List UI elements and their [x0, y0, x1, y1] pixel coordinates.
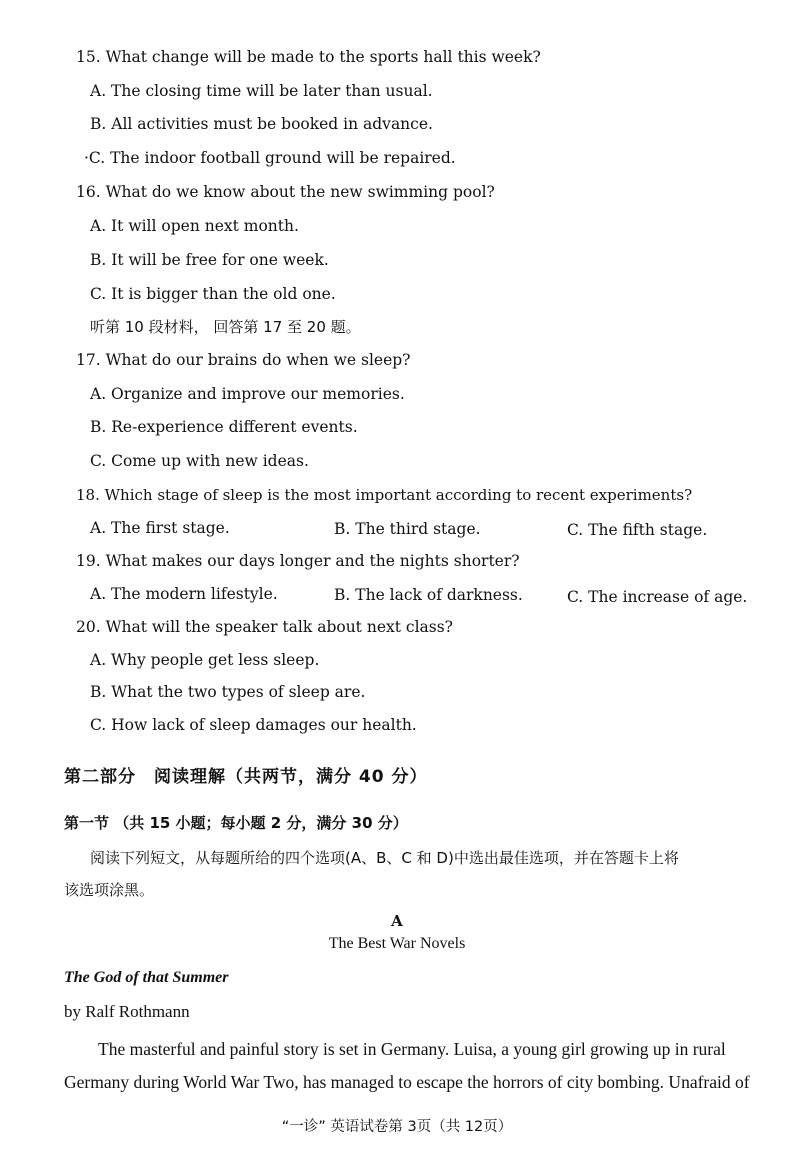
question-17-option-c: C. Come up with new ideas. — [90, 452, 309, 470]
question-20-option-a: A. Why people get less sleep. — [90, 651, 320, 669]
question-17-option-a: A. Organize and improve our memories. — [90, 385, 405, 403]
question-18-option-a: A. The first stage. — [90, 519, 230, 537]
question-19-stem: 19. What makes our days longer and the nights shorter? — [76, 552, 520, 570]
question-18-option-c: C. The fifth stage. — [567, 521, 708, 539]
question-15-option-a: A. The closing time will be later than usual. — [90, 82, 433, 100]
book-title: The God of that Summer — [64, 969, 229, 986]
question-15-option-b: B. All activities must be booked in advance. — [90, 115, 433, 133]
question-16-option-b: B. It will be free for one week. — [90, 251, 329, 269]
question-20-option-c: C. How lack of sleep damages our health. — [90, 716, 417, 734]
question-17-stem: 17. What do our brains do when we sleep? — [76, 351, 411, 369]
page-footer: “一诊” 英语试卷第 3页（共 12页） — [281, 1119, 513, 1135]
question-20-stem: 20. What will the speaker talk about next class? — [76, 618, 453, 636]
section-2-title: 第二部分 阅读理解（共两节，满分 40 分） — [64, 767, 428, 787]
passage-title: The Best War Novels — [328, 935, 466, 952]
question-17-option-b: B. Re-experience different events. — [90, 418, 358, 436]
question-19-option-b: B. The lack of darkness. — [334, 586, 523, 604]
question-19-option-a: A. The modern lifestyle. — [90, 585, 278, 603]
reading-instruction-line-1: 阅读下列短文，从每题所给的四个选项(A、B、C 和 D)中选出最佳选项，并在答题卡上将 — [90, 849, 679, 867]
reading-instruction-line-2: 该选项涂黑。 — [64, 881, 155, 899]
question-20-option-b: B. What the two types of sleep are. — [90, 683, 366, 701]
question-15-option-c: ·C. The indoor football ground will be repaired. — [84, 149, 456, 167]
question-16-option-c: C. It is bigger than the old one. — [90, 285, 336, 303]
question-15-stem: 15. What change will be made to the sports hall this week? — [76, 48, 541, 66]
passage-body-line-2: Germany during World War Two, has managed to escape the horrors of city bombing. Unafraid of — [64, 1072, 750, 1092]
question-16-option-a: A. It will open next month. — [90, 217, 299, 235]
listening-instruction: 听第 10 段材料， 回答第 17 至 20 题。 — [90, 318, 361, 336]
question-18-option-b: B. The third stage. — [334, 520, 481, 538]
section-2-subsection: 第一节 （共 15 小题；每小题 2 分，满分 30 分） — [64, 814, 408, 832]
book-author: by Ralf Rothmann — [64, 1002, 190, 1021]
question-16-stem: 16. What do we know about the new swimming pool? — [76, 183, 495, 201]
question-18-stem: 18. Which stage of sleep is the most important according to recent experiments? — [76, 486, 693, 504]
passage-label: A — [391, 912, 403, 930]
passage-body-line-1: The masterful and painful story is set in Germany. Luisa, a young girl growing up in rural — [98, 1039, 726, 1059]
question-19-option-c: C. The increase of age. — [567, 588, 748, 606]
